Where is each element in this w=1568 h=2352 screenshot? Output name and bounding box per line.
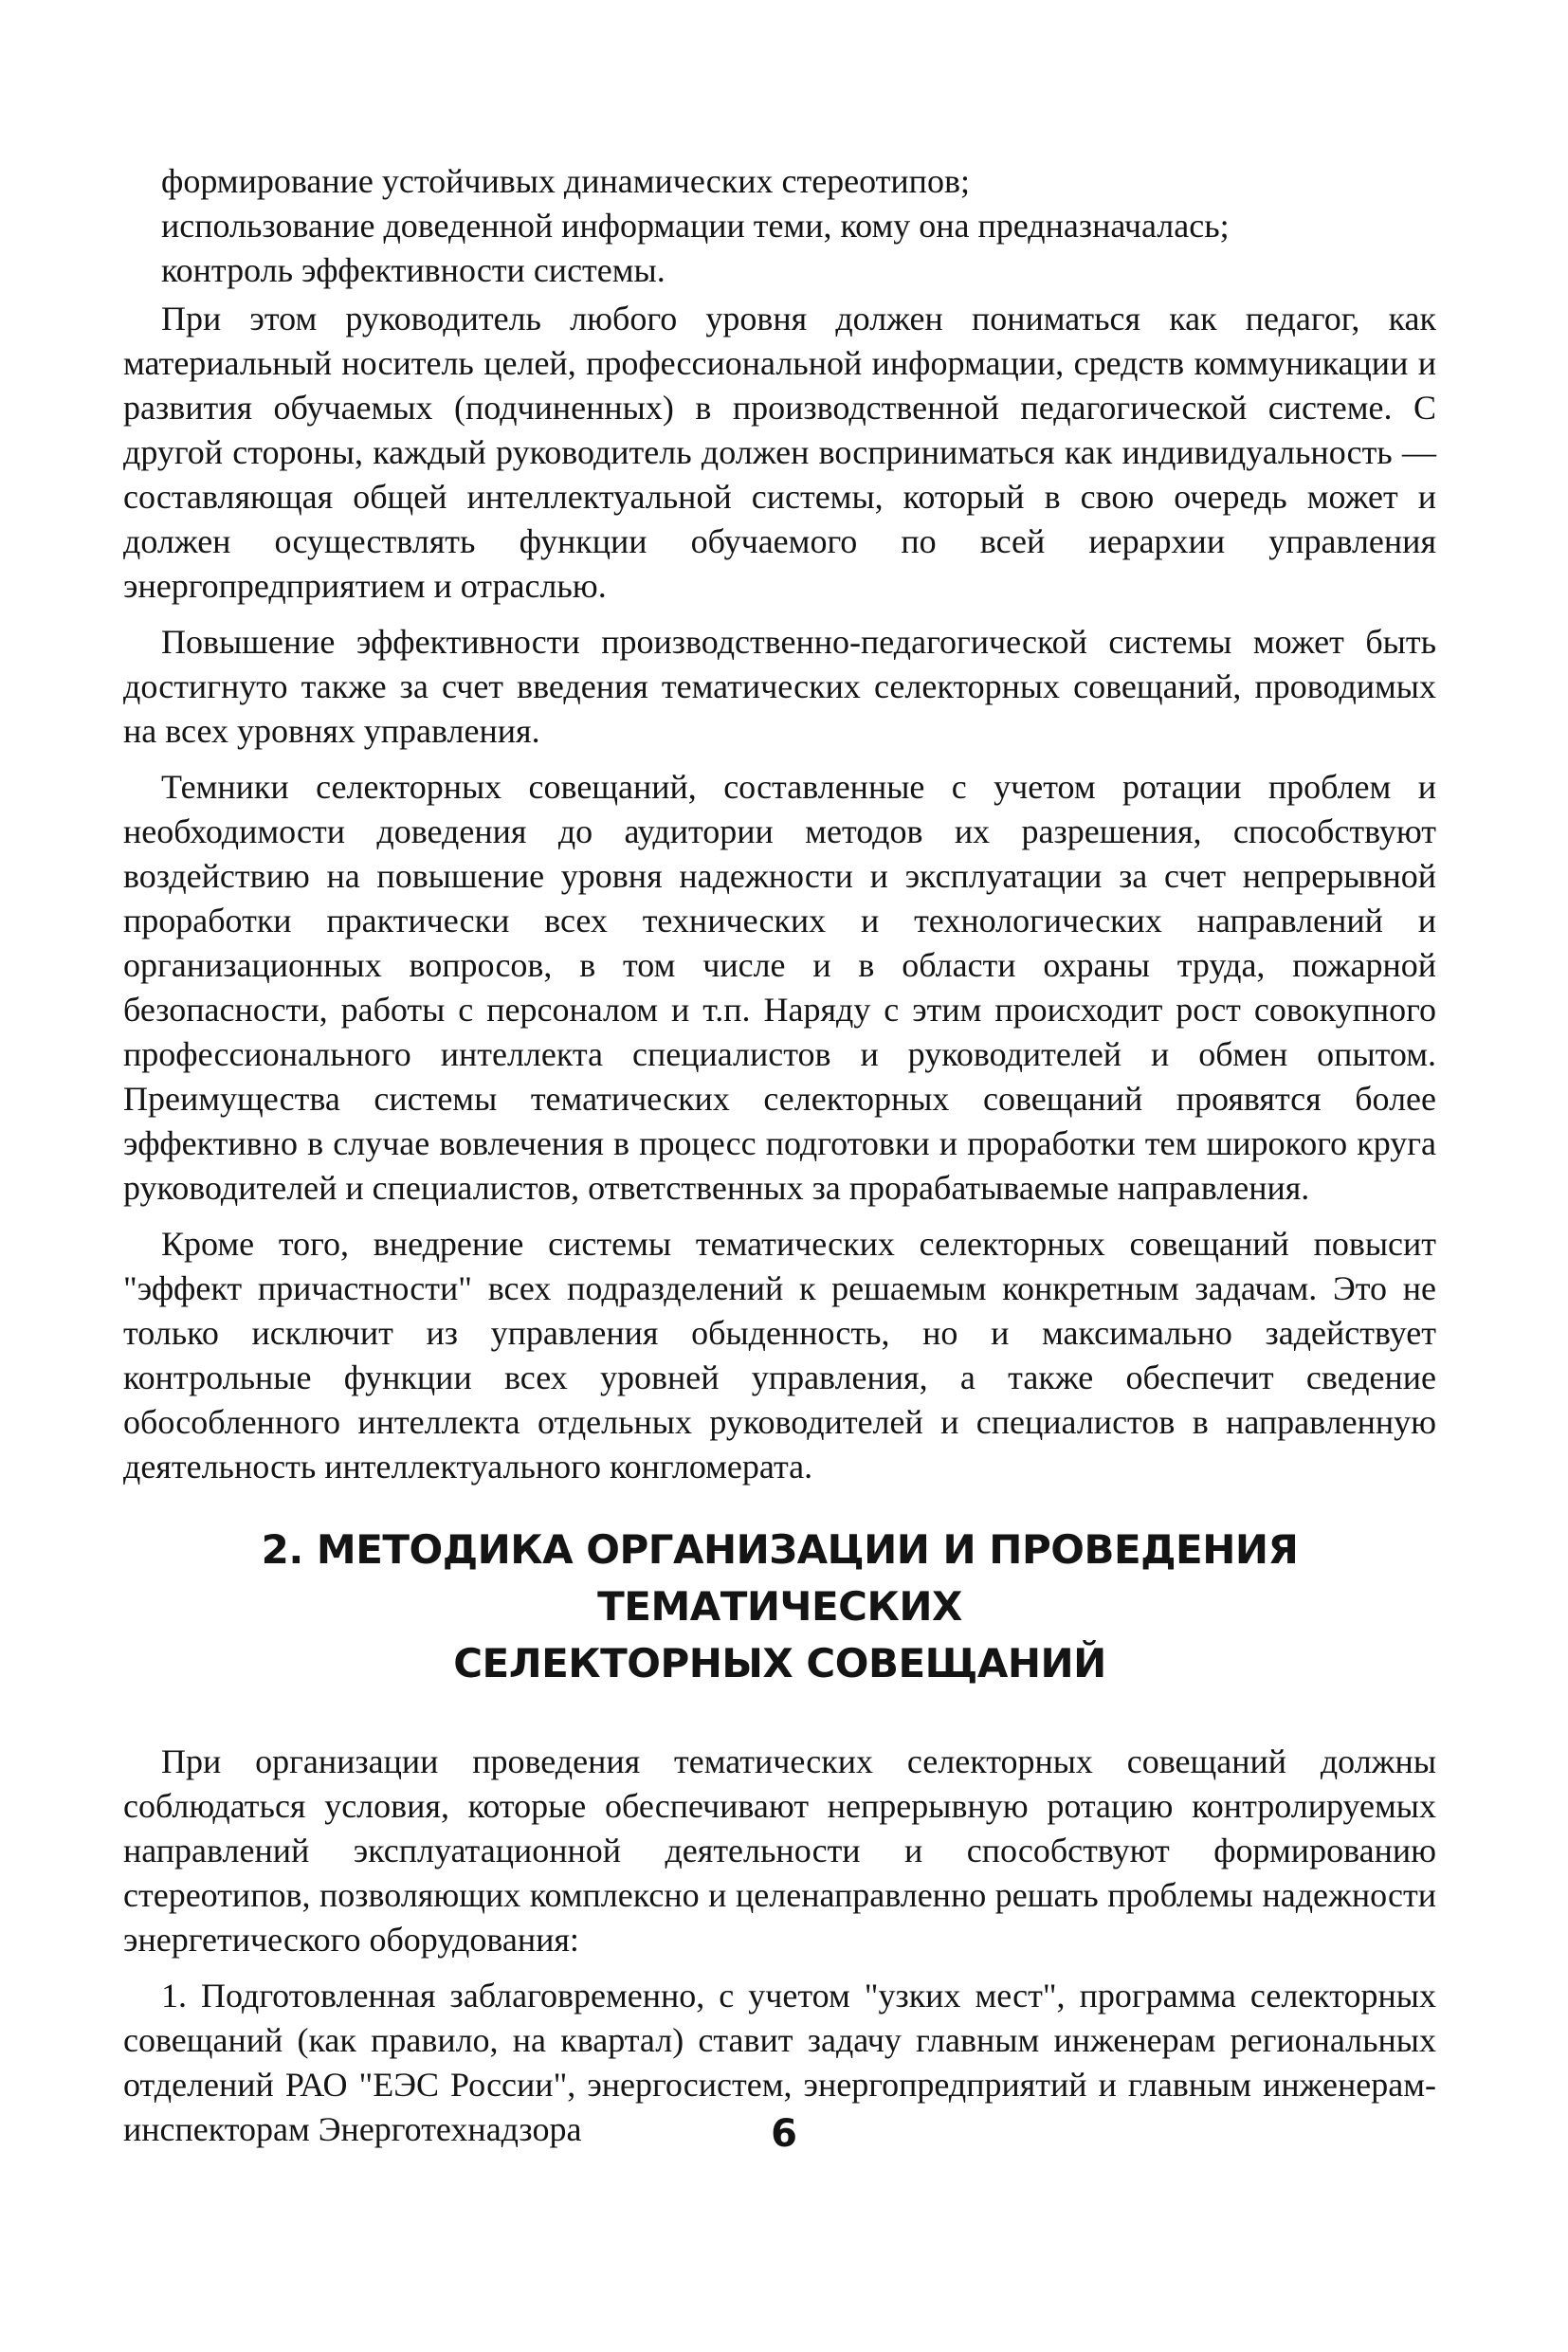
- list-item: контроль эффективности системы.: [161, 251, 665, 289]
- section-heading-line-1: 2. МЕТОДИКА ОРГАНИЗАЦИИ И ПРОВЕДЕНИЯ ТЕМАТИЧЕСКИХ: [261, 1526, 1299, 1630]
- page-number: 6: [771, 2112, 797, 2156]
- paragraph-manager-role: При этом руководитель любого уровня должен пониматься как педагог, как материальный носитель целей, профессиональной информации, средств коммуникации и развития обучаемых (подчиненных) в производственной педагогической системе. С другой стороны, каждый руководитель должен восприниматься как индивидуальность — составляющая общей интеллектуальной системы, который в свою очередь может и должен осуществлять функции обучаемого по всей иерархии управления энергопредприятием и отраслью.: [123, 300, 1436, 605]
- list-item: использование доведенной информации теми, кому она предназначалась;: [161, 207, 1230, 245]
- paragraph-conditions: При организации проведения тематических селекторных совещаний должны соблюдаться условия, которые обеспечивают непрерывную ротацию контролируемых направлений эксплуатационной деятельности и способствуют формированию стереотипов, позволяющих комплексно и целенаправленно решать проблемы надежности энергетического оборудования:: [123, 1742, 1436, 1959]
- section-heading-line-2: СЕЛЕКТОРНЫХ СОВЕЩАНИЙ: [453, 1640, 1106, 1687]
- paragraph-efficiency: Повышение эффективности производственно-педагогической системы может быть достигнуто также за счет введения тематических селекторных совещаний, проводимых на всех уровнях управления.: [123, 623, 1436, 750]
- list-item: формирование устойчивых динамических стереотипов;: [161, 162, 970, 200]
- page-body: [123, 159, 1436, 2152]
- paragraph-involvement: Кроме того, внедрение системы тематических селекторных совещаний повысит "эффект причастности" всех подразделений к решаемым конкретным задачам. Это не только исключит из управления обыденность, но и максимально задействует контрольные функции всех уровней управления, а также обеспечит сведение обособленного интеллекта отдельных руководителей и специалистов в направленную деятельность интеллектуального конгломерата.: [123, 1225, 1436, 1486]
- section-heading: [123, 1522, 1436, 1692]
- paragraph-topics: Темники селекторных совещаний, составленные с учетом ротации проблем и необходимости доведения до аудитории методов их разрешения, способствуют воздействию на повышение уровня надежности и эксплуатации за счет непрерывной проработки практически всех технических и технологических направлений и организационных вопросов, в том числе и в области охраны труда, пожарной безопасности, работы с персоналом и т.п. Наряду с этим происходит рост совокупного профессионального интеллекта специалистов и руководителей и обмен опытом. Преимущества системы тематических селекторных совещаний проявятся более эффективно в случае вовлечения в процесс подготовки и проработки тем широкого круга руководителей и специалистов, ответственных за прорабатываемые направления.: [123, 768, 1436, 1207]
- paragraph-item-1: 1. Подготовленная заблаговременно, с учетом "узких мест", программа селекторных совещаний (как правило, на квартал) ставит задачу главным инженерам региональных отделений РАО "ЕЭС России", энергосистем, энергопредприятий и главным инженерам-инспекторам Энерготехнадзора: [123, 1977, 1436, 2148]
